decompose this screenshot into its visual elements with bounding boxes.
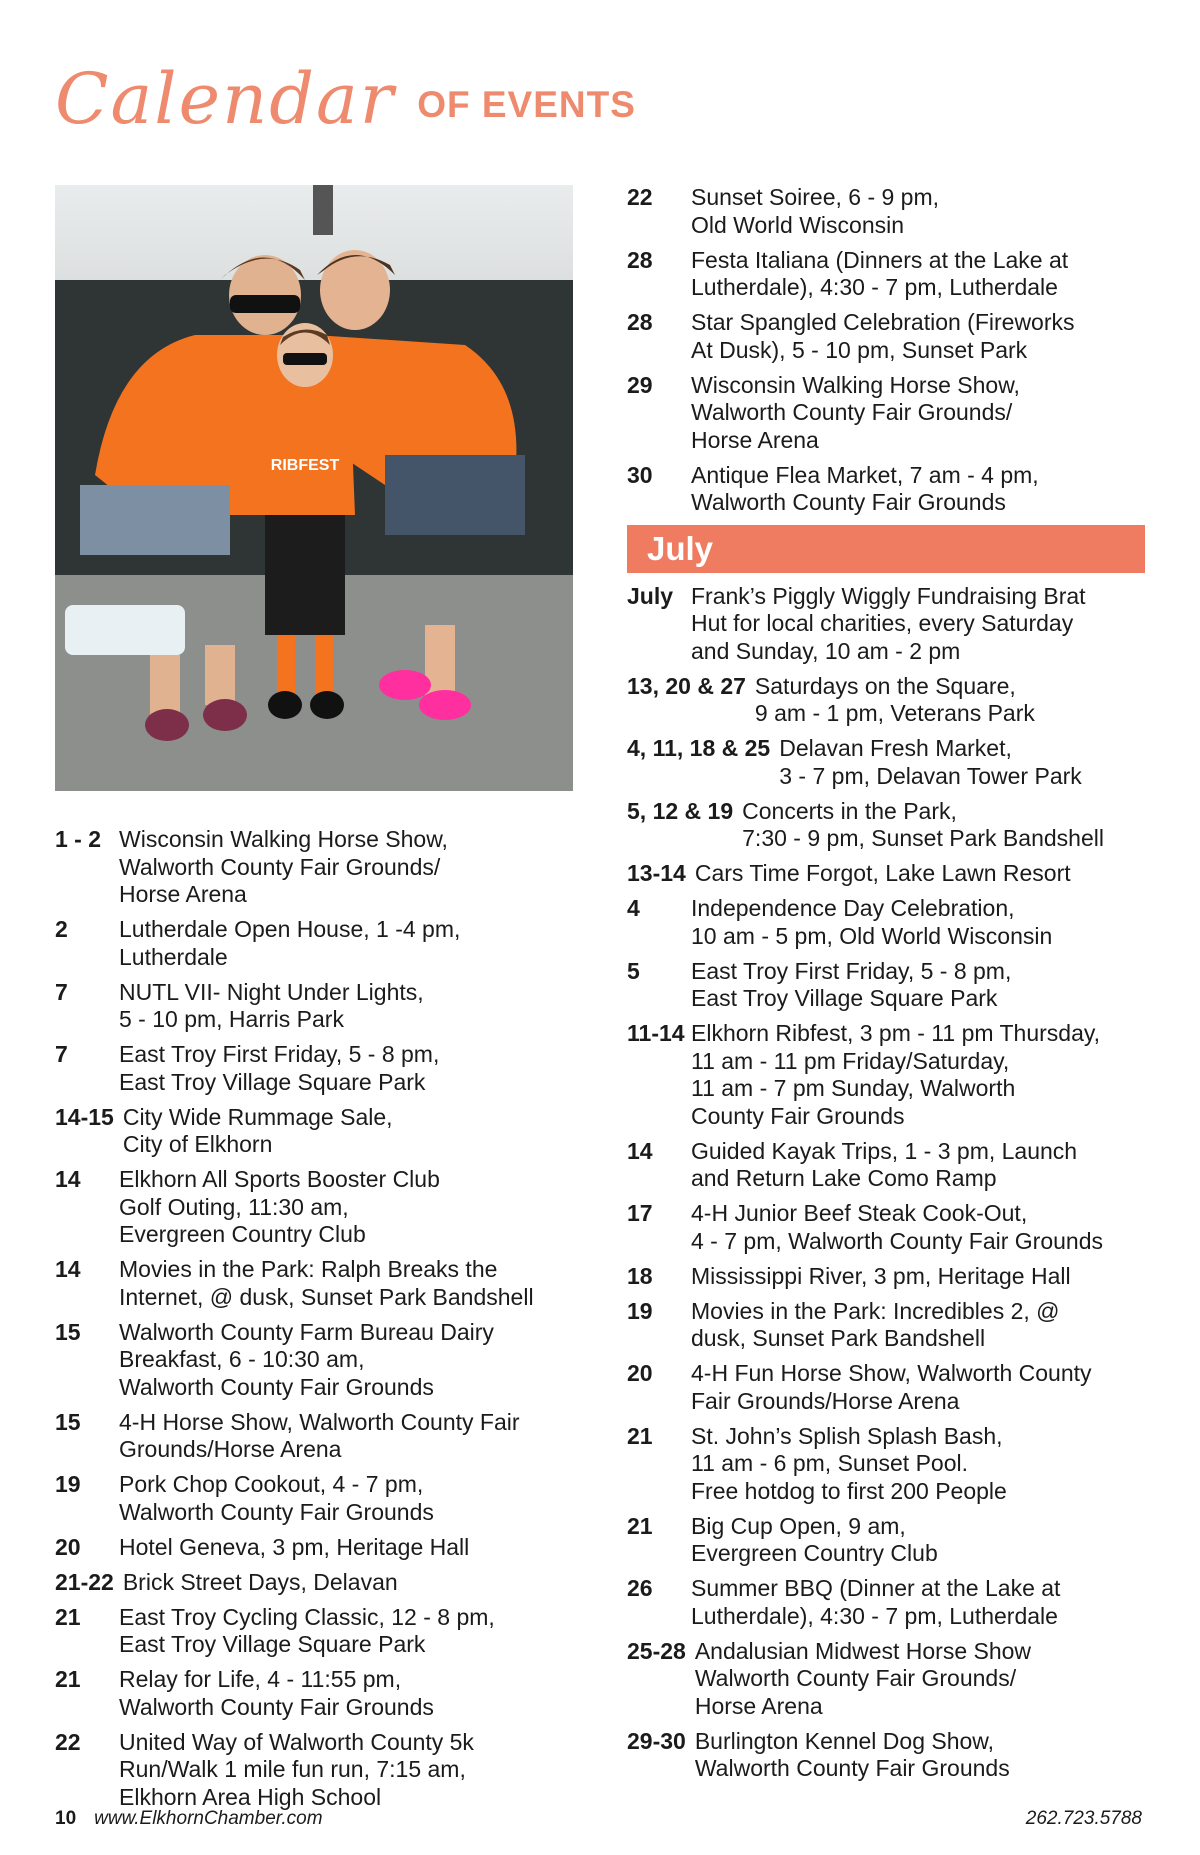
page-header xyxy=(55,44,636,140)
event-item xyxy=(55,1409,580,1464)
event-description: Andalusian Midwest Horse Show Walworth County Fair Grounds/ Horse Arena xyxy=(694,1637,1032,1719)
event-description: 4-H Junior Beef Steak Cook-Out, 4 - 7 pm, Walworth County Fair Grounds xyxy=(691,1200,1104,1254)
event-date: 1 - 2 xyxy=(55,826,102,852)
event-description: East Troy First Friday, 5 - 8 pm, East Troy Village Square Park xyxy=(691,957,1012,1011)
event-date: 29 xyxy=(627,371,653,398)
event-item xyxy=(55,1534,580,1562)
event-description: Concerts in the Park, 7:30 - 9 pm, Sunset Park Bandshell xyxy=(742,797,1104,851)
event-date: 21 xyxy=(55,1666,81,1692)
event-item xyxy=(55,1729,580,1812)
event-item xyxy=(627,1200,1147,1255)
event-description: Antique Flea Market, 7 am - 4 pm, Walworth County Fair Grounds xyxy=(691,461,1039,515)
event-description: East Troy First Friday, 5 - 8 pm, East Troy Village Square Park xyxy=(119,1041,440,1095)
event-item xyxy=(627,1020,1147,1130)
event-description: East Troy Cycling Classic, 12 - 8 pm, East Troy Village Square Park xyxy=(119,1603,495,1657)
event-date: 14 xyxy=(627,1137,653,1164)
event-date: 13-14 xyxy=(627,860,686,886)
event-date: July xyxy=(627,582,674,609)
event-date: 25-28 xyxy=(627,1637,686,1664)
event-item xyxy=(627,735,1147,790)
event-item xyxy=(627,583,1147,666)
event-item xyxy=(627,462,1147,517)
event-item xyxy=(627,895,1147,950)
event-date: 22 xyxy=(55,1728,81,1755)
event-description: Independence Day Celebration, 10 am - 5 pm, Old World Wisconsin xyxy=(691,895,1053,949)
event-description: City Wide Rummage Sale, City of Elkhorn xyxy=(122,1103,393,1157)
event-description: Saturdays on the Square, 9 am - 1 pm, Veterans Park xyxy=(754,672,1035,726)
event-description: Mississippi River, 3 pm, Heritage Hall xyxy=(691,1262,1071,1289)
event-description: Pork Chop Cookout, 4 - 7 pm, Walworth County Fair Grounds xyxy=(119,1471,434,1525)
event-date: 14 xyxy=(55,1166,81,1192)
event-description: Relay for Life, 4 - 11:55 pm, Walworth County Fair Grounds xyxy=(119,1666,434,1720)
event-item xyxy=(55,1104,580,1159)
event-item xyxy=(55,916,580,971)
event-date: 21-22 xyxy=(55,1568,114,1595)
event-date: 15 xyxy=(55,1318,81,1345)
event-description: Sunset Soiree, 6 - 9 pm, Old World Wisconsin xyxy=(691,184,940,238)
event-description: Festa Italiana (Dinners at the Lake at Lutherdale), 4:30 - 7 pm, Lutherdale xyxy=(691,246,1069,300)
event-description: Elkhorn All Sports Booster Club Golf Outing, 11:30 am, Evergreen Country Club xyxy=(119,1166,440,1247)
event-item xyxy=(55,1666,580,1721)
june-events-column xyxy=(55,826,580,1819)
event-description: 4-H Fun Horse Show, Walworth County Fair Grounds/Horse Arena xyxy=(691,1360,1092,1414)
event-date: 28 xyxy=(627,246,653,273)
event-description: Summer BBQ (Dinner at the Lake at Lutherdale), 4:30 - 7 pm, Lutherdale xyxy=(691,1575,1061,1629)
event-date: 7 xyxy=(55,978,68,1005)
event-description: Wisconsin Walking Horse Show, Walworth County Fair Grounds/ Horse Arena xyxy=(119,826,448,907)
event-item xyxy=(627,1423,1147,1506)
event-item xyxy=(55,1604,580,1659)
june-events-continued xyxy=(627,184,1147,517)
event-item xyxy=(627,1138,1147,1193)
event-item xyxy=(627,673,1147,728)
event-description: Delavan Fresh Market, 3 - 7 pm, Delavan Tower Park xyxy=(779,735,1082,789)
event-item xyxy=(627,1298,1147,1353)
right-column xyxy=(627,184,1147,1790)
event-description: Hotel Geneva, 3 pm, Heritage Hall xyxy=(119,1533,470,1560)
event-date: 11-14 xyxy=(627,1020,685,1046)
event-description: Brick Street Days, Delavan xyxy=(122,1568,398,1595)
event-date: 28 xyxy=(627,309,653,335)
event-description: Star Spangled Celebration (Fireworks At Dusk), 5 - 10 pm, Sunset Park xyxy=(691,309,1075,363)
event-date: 15 xyxy=(55,1408,81,1435)
event-date: 20 xyxy=(55,1533,81,1560)
event-date: 21 xyxy=(55,1603,81,1630)
july-events-list xyxy=(627,583,1147,1783)
event-description: Cars Time Forgot, Lake Lawn Resort xyxy=(694,860,1071,886)
event-item xyxy=(627,1728,1147,1783)
event-item xyxy=(627,1638,1147,1721)
event-item xyxy=(627,958,1147,1013)
page-footer xyxy=(55,1808,1142,1830)
event-description: NUTL VII- Night Under Lights, 5 - 10 pm, Harris Park xyxy=(119,978,424,1032)
event-description: Wisconsin Walking Horse Show, Walworth County Fair Grounds/ Horse Arena xyxy=(691,371,1020,453)
event-item xyxy=(627,798,1147,853)
event-item xyxy=(627,1513,1147,1568)
event-description: Burlington Kennel Dog Show, Walworth County Fair Grounds xyxy=(694,1727,1010,1781)
event-item xyxy=(55,1471,580,1526)
event-item xyxy=(627,372,1147,455)
event-description: St. John’s Splish Splash Bash, 11 am - 6 pm, Sunset Pool. Free hotdog to first 200 People xyxy=(691,1422,1007,1504)
event-date: 21 xyxy=(627,1512,653,1539)
event-date: 14-15 xyxy=(55,1103,114,1130)
event-item xyxy=(627,1360,1147,1415)
event-date: 13, 20 & 27 xyxy=(627,672,746,699)
event-date: 29-30 xyxy=(627,1727,686,1754)
event-item xyxy=(55,1041,580,1096)
page-number: 10 xyxy=(55,1808,77,1829)
event-photo xyxy=(55,185,573,791)
event-date: 21 xyxy=(627,1422,653,1449)
event-date: 30 xyxy=(627,461,653,488)
event-item xyxy=(55,1256,580,1311)
event-item xyxy=(627,1575,1147,1630)
event-item xyxy=(627,309,1147,364)
event-date: 22 xyxy=(627,184,653,210)
website-link[interactable]: www.ElkhornChamber.com xyxy=(94,1808,323,1829)
event-date: 26 xyxy=(627,1575,653,1601)
family-photo-illustration xyxy=(55,185,573,791)
event-description: Walworth County Farm Bureau Dairy Breakfast, 6 - 10:30 am, Walworth County Fair Grounds xyxy=(119,1318,494,1400)
event-item xyxy=(55,979,580,1034)
event-description: United Way of Walworth County 5k Run/Walk 1 mile fun run, 7:15 am, Elkhorn Area High School xyxy=(119,1728,474,1810)
event-item xyxy=(627,184,1147,239)
event-date: 7 xyxy=(55,1041,68,1067)
event-description: Elkhorn Ribfest, 3 pm - 11 pm Thursday, 11 am - 11 pm Friday/Saturday, 11 am - 7 pm Sunday, Walworth County Fair Grounds xyxy=(691,1020,1101,1129)
event-date: 19 xyxy=(55,1471,81,1497)
event-item xyxy=(55,1166,580,1249)
event-date: 18 xyxy=(627,1262,653,1289)
july-month-header: July xyxy=(627,525,1145,573)
event-date: 14 xyxy=(55,1256,81,1282)
header-script-word: Calendar xyxy=(55,58,396,140)
event-date: 4 xyxy=(627,895,640,921)
event-description: Movies in the Park: Ralph Breaks the Internet, @ dusk, Sunset Park Bandshell xyxy=(119,1256,534,1310)
event-date: 5, 12 & 19 xyxy=(627,797,734,824)
event-item xyxy=(627,860,1147,888)
event-item xyxy=(55,1569,580,1597)
shirt-text: RIBFEST xyxy=(270,457,340,474)
phone-number: 262.723.5788 xyxy=(1025,1808,1142,1829)
event-date: 20 xyxy=(627,1360,653,1386)
event-description: Lutherdale Open House, 1 -4 pm, Lutherdale xyxy=(119,916,461,970)
event-item xyxy=(627,247,1147,302)
event-item xyxy=(627,1263,1147,1291)
footer-left xyxy=(55,1808,323,1830)
event-date: 2 xyxy=(55,916,68,942)
event-date: 17 xyxy=(627,1200,653,1226)
event-description: Big Cup Open, 9 am, Evergreen Country Club xyxy=(691,1512,938,1566)
event-description: 4-H Horse Show, Walworth County Fair Grounds/Horse Arena xyxy=(119,1408,520,1462)
event-date: 5 xyxy=(627,957,640,984)
event-date: 19 xyxy=(627,1297,653,1324)
event-date: 4, 11, 18 & 25 xyxy=(627,735,771,761)
event-description: Movies in the Park: Incredibles 2, @ dusk, Sunset Park Bandshell xyxy=(691,1297,1060,1351)
header-caps-word: OF EVENTS xyxy=(417,84,636,125)
event-description: Frank’s Piggly Wiggly Fundraising Brat Hut for local charities, every Saturday and Sunday, 10 am - 2 pm xyxy=(691,582,1086,664)
event-item xyxy=(55,1319,580,1402)
event-item xyxy=(55,826,580,909)
event-description: Guided Kayak Trips, 1 - 3 pm, Launch and Return Lake Como Ramp xyxy=(691,1137,1078,1191)
